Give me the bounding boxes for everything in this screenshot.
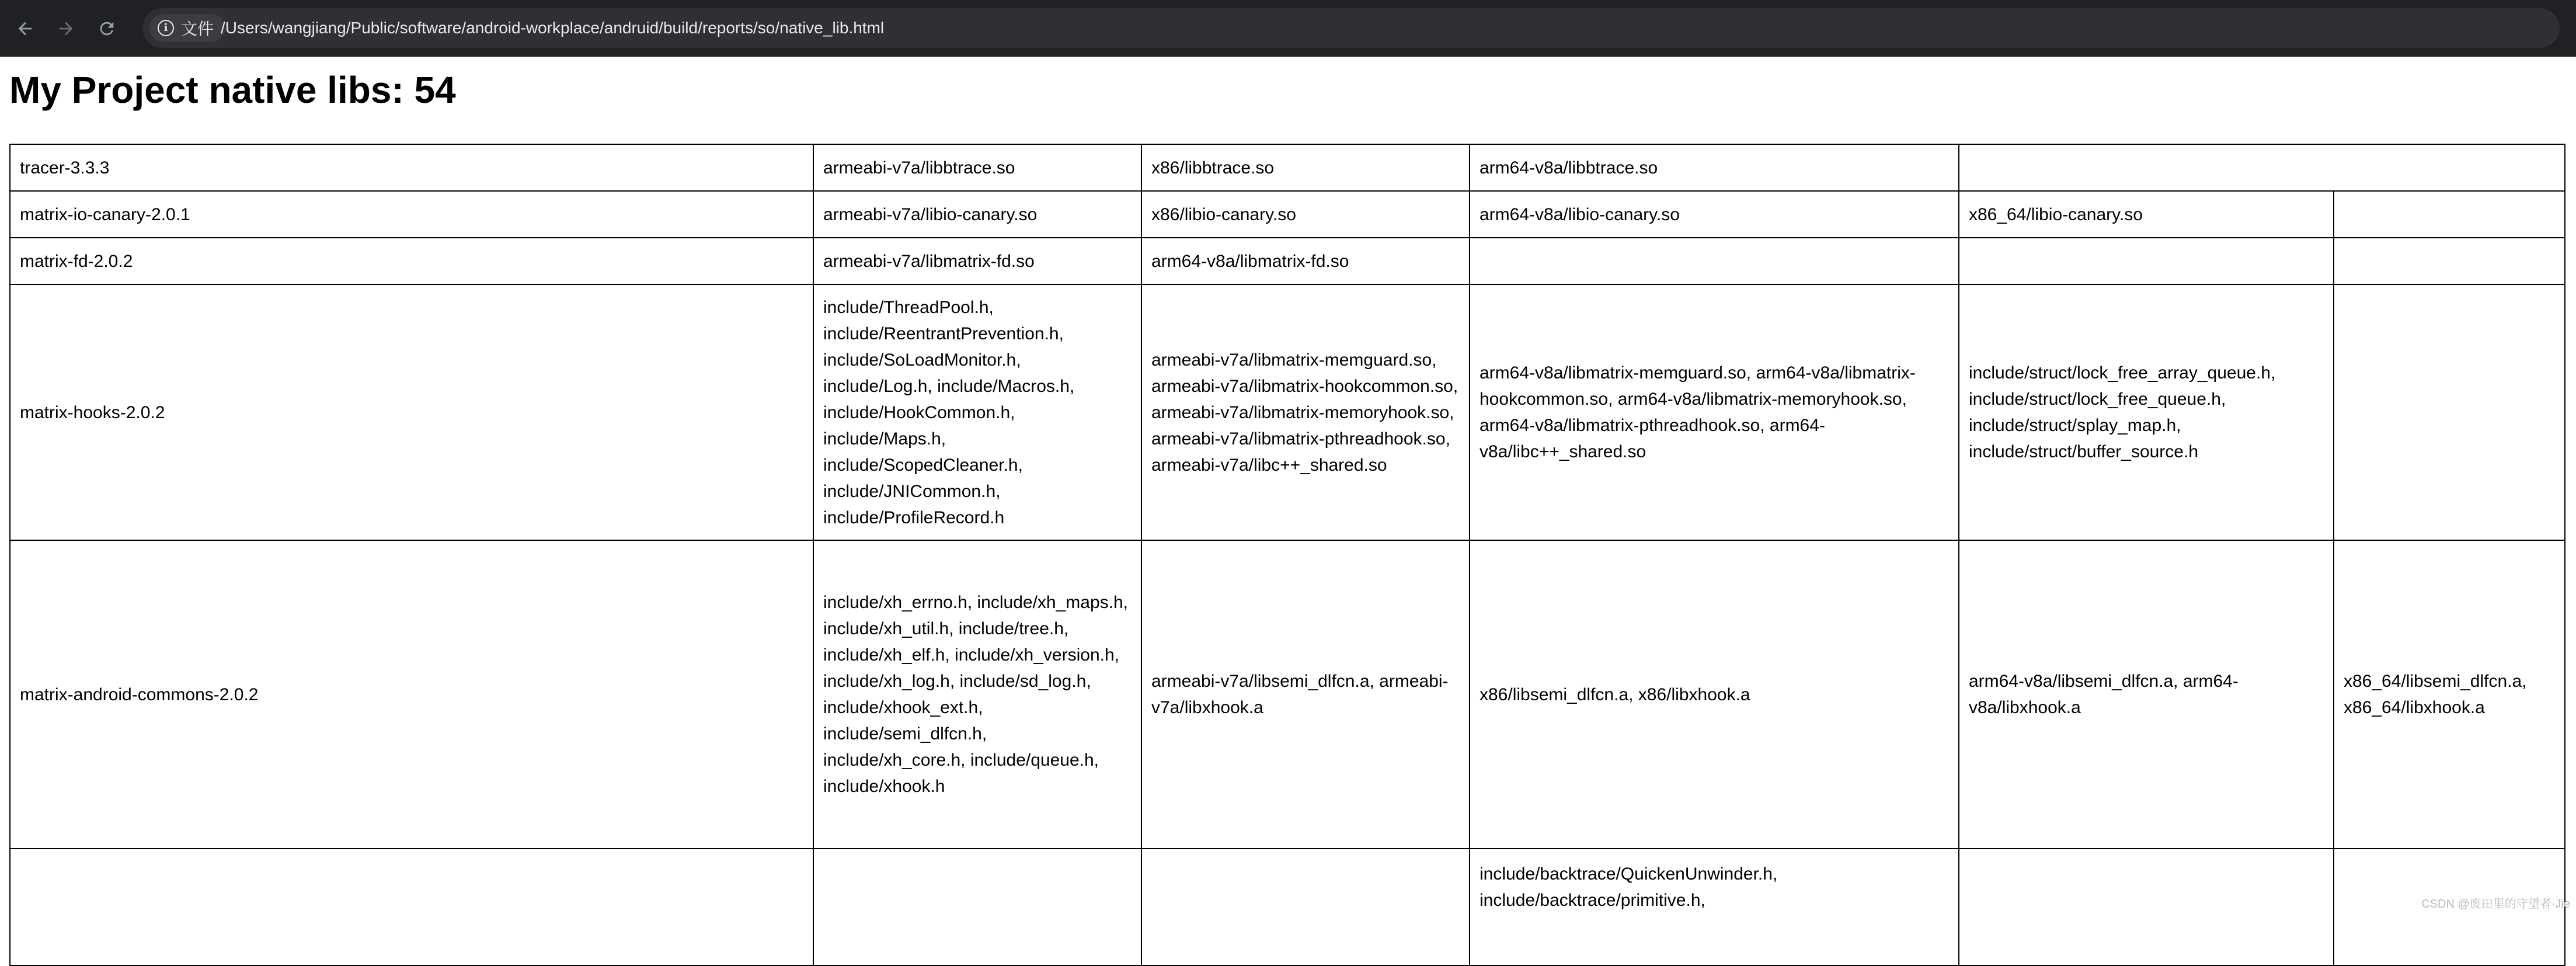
table-row — [10, 191, 2565, 238]
table-row — [10, 284, 2565, 540]
table-cell: armeabi-v7a/libmatrix-fd.so — [813, 238, 1141, 284]
table-cell-empty — [1141, 849, 1470, 965]
table-cell: matrix-fd-2.0.2 — [10, 238, 813, 284]
table-cell: matrix-hooks-2.0.2 — [10, 284, 813, 540]
table-cell: x86/libbtrace.so — [1141, 144, 1470, 191]
site-info-chip[interactable] — [149, 14, 225, 42]
table-row — [10, 849, 2565, 965]
native-libs-table — [9, 144, 2565, 966]
table-cell: armeabi-v7a/libbtrace.so — [813, 144, 1141, 191]
table-cell: arm64-v8a/libsemi_dlfcn.a, arm64-v8a/libxhook.a — [1959, 540, 2334, 849]
table-cell: arm64-v8a/libbtrace.so — [1470, 144, 1959, 191]
table-cell-empty — [2334, 284, 2565, 540]
table-cell: x86/libio-canary.so — [1141, 191, 1470, 238]
browser-toolbar — [0, 0, 2576, 57]
table-cell: x86_64/libio-canary.so — [1959, 191, 2334, 238]
table-row — [10, 238, 2565, 284]
table-cell: x86/libsemi_dlfcn.a, x86/libxhook.a — [1470, 540, 1959, 849]
page-title: My Project native libs: 54 — [9, 69, 456, 111]
table-cell: arm64-v8a/libmatrix-memguard.so, arm64-v8a/libmatrix-hookcommon.so, arm64-v8a/libmatrix-memoryhook.so, arm64-v8a/libmatrix-pthreadhook.so, arm64-v8a/libc++_shared.so — [1470, 284, 1959, 540]
table-cell-empty — [1959, 849, 2334, 965]
table-row — [10, 540, 2565, 849]
table-cell: arm64-v8a/libmatrix-fd.so — [1141, 238, 1470, 284]
table-cell-empty — [2334, 191, 2565, 238]
reload-icon[interactable] — [95, 16, 119, 41]
table-cell-empty — [1470, 238, 1959, 284]
table-cell-empty — [1959, 238, 2334, 284]
table-cell: matrix-android-commons-2.0.2 — [10, 540, 813, 849]
table-cell: x86_64/libsemi_dlfcn.a, x86_64/libxhook.a — [2334, 540, 2565, 849]
csdn-watermark: CSDN @废田里的守望者·Jie — [2421, 898, 2570, 911]
table-cell: matrix-io-canary-2.0.1 — [10, 191, 813, 238]
site-info-label: 文件 — [181, 20, 214, 38]
table-cell: arm64-v8a/libio-canary.so — [1470, 191, 1959, 238]
table-cell: armeabi-v7a/libio-canary.so — [813, 191, 1141, 238]
table-cell: tracer-3.3.3 — [10, 144, 813, 191]
table-cell: include/backtrace/QuickenUnwinder.h, include/backtrace/primitive.h, — [1470, 849, 1959, 965]
forward-arrow-icon[interactable] — [54, 16, 78, 41]
back-arrow-icon[interactable] — [13, 16, 37, 41]
table-row — [10, 144, 2565, 191]
table-cell-empty — [1959, 144, 2565, 191]
url-text[interactable]: /Users/wangjiang/Public/software/android-workplace/andruid/build/reports/so/native_lib.html — [221, 19, 885, 37]
address-bar[interactable] — [142, 8, 2560, 48]
table-cell: include/xh_errno.h, include/xh_maps.h, include/xh_util.h, include/tree.h, include/xh_elf.h, include/xh_version.h, include/xh_log.h, include/sd_log.h, include/xhook_ext.h, include/semi_dlfcn.h, include/xh_core.h, include/queue.h, include/xhook.h — [813, 540, 1141, 849]
table-cell-empty — [10, 849, 813, 965]
table-cell: include/ThreadPool.h, include/ReentrantPrevention.h, include/SoLoadMonitor.h, include/Log.h, include/Macros.h, include/HookCommon.h, include/Maps.h, include/ScopedCleaner.h, include/JNICommon.h, include/ProfileRecord.h — [813, 284, 1141, 540]
table-cell: armeabi-v7a/libsemi_dlfcn.a, armeabi-v7a/libxhook.a — [1141, 540, 1470, 849]
table-cell: include/struct/lock_free_array_queue.h, include/struct/lock_free_queue.h, include/struct/splay_map.h, include/struct/buffer_source.h — [1959, 284, 2334, 540]
info-icon: i — [158, 20, 174, 36]
table-cell-empty — [2334, 238, 2565, 284]
table-cell-empty — [813, 849, 1141, 965]
table-cell: armeabi-v7a/libmatrix-memguard.so, armeabi-v7a/libmatrix-hookcommon.so, armeabi-v7a/libmatrix-memoryhook.so, armeabi-v7a/libmatrix-pthreadhook.so, armeabi-v7a/libc++_shared.so — [1141, 284, 1470, 540]
